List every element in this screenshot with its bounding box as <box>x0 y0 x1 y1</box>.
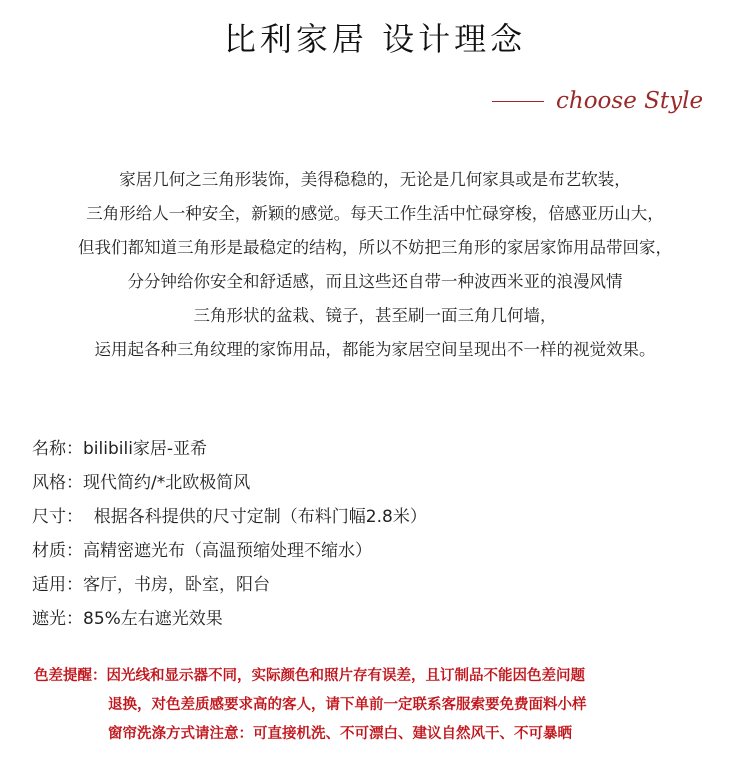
spec-row-shading <box>32 602 427 636</box>
spec-value: 客厅，书房，卧室，阳台 <box>83 575 270 595</box>
spec-row-style <box>32 466 427 500</box>
intro-line: 三角形给人一种安全，新颖的感觉。每天工作生活中忙碌穿梭，倍感亚历山大， <box>86 204 664 223</box>
subtitle-rule <box>492 101 544 102</box>
spec-list <box>32 432 427 636</box>
page-title: 比利家居 设计理念 <box>223 20 527 58</box>
spec-value: 现代简约/*北欧极简风 <box>83 473 251 493</box>
spec-label: 材质： <box>32 541 83 561</box>
spec-label: 风格： <box>32 473 83 493</box>
spec-row-material <box>32 534 427 568</box>
subtitle-block <box>492 88 703 114</box>
sample-request-notice: 退换，对色差质感要求高的客人，请下单前一定联系客服索要免费面料小样 <box>108 697 587 713</box>
spec-label: 遮光： <box>32 609 83 629</box>
spec-value: 85%左右遮光效果 <box>83 609 223 629</box>
spec-row-name <box>32 432 427 466</box>
spec-row-size <box>32 500 427 534</box>
spec-label: 尺寸： <box>32 507 83 527</box>
spec-value: bilibili家居-亚希 <box>83 439 208 459</box>
spec-value: 高精密遮光布（高温预缩处理不缩水） <box>83 541 372 561</box>
spec-label: 适用： <box>32 575 83 595</box>
subtitle-text: choose Style <box>556 88 704 114</box>
intro-paragraph <box>0 163 750 367</box>
intro-line: 但我们都知道三角形是最稳定的结构，所以不妨把三角形的家居家饰用品带回家， <box>78 238 672 257</box>
intro-line: 运用起各种三角纹理的家饰用品，都能为家居空间呈现出不一样的视觉效果。 <box>94 340 656 359</box>
spec-value: 根据各科提供的尺寸定制（布料门幅2.8米） <box>83 507 427 527</box>
intro-line: 分分钟给你安全和舒适感，而且这些还自带一种波西米亚的浪漫风情 <box>127 272 623 291</box>
intro-line: 三角形状的盆栽、镜子，甚至刷一面三角几何墙， <box>193 306 557 325</box>
color-difference-notice: 色差提醒：因光线和显示器不同，实际颜色和照片存有误差，且订制品不能因色差问题 <box>34 668 585 684</box>
notice-block <box>0 662 750 749</box>
spec-label: 名称： <box>32 439 83 459</box>
intro-line: 家居几何之三角形装饰，美得稳稳的，无论是几何家具或是布艺软装， <box>119 170 631 189</box>
washing-notice: 窗帘洗涤方式请注意：可直接机洗、不可漂白、建议自然风干、不可暴晒 <box>108 726 572 742</box>
spec-row-usage <box>32 568 427 602</box>
